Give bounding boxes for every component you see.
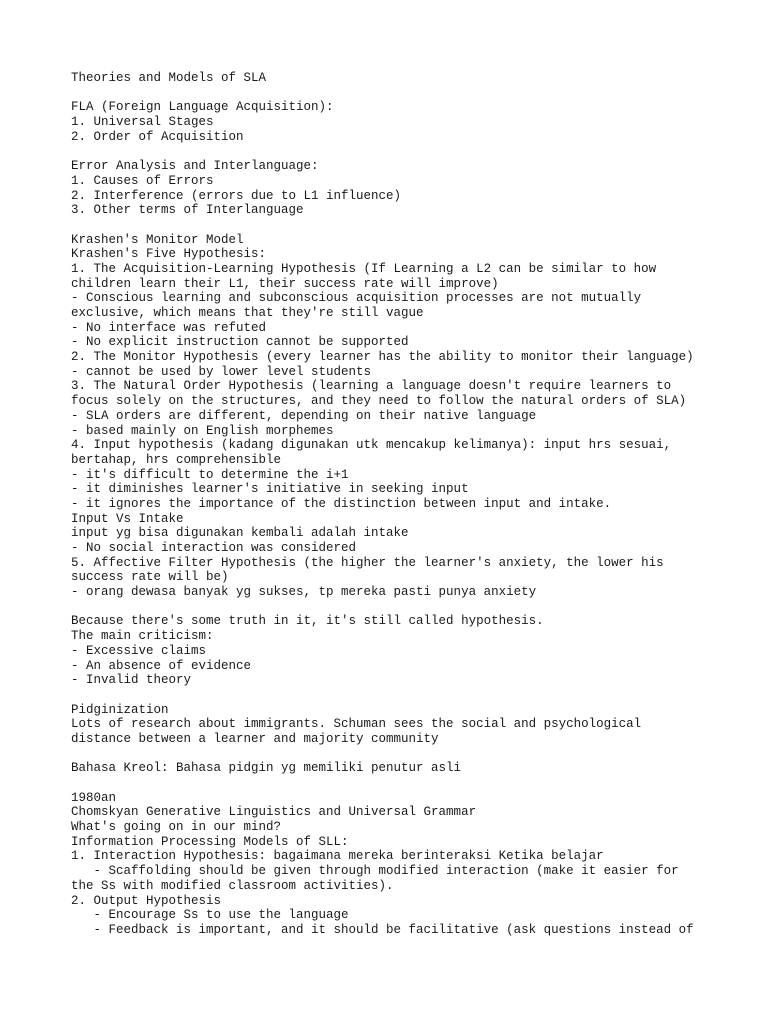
blank-line <box>71 776 731 791</box>
text-line: - SLA orders are different, depending on their native language <box>71 408 537 423</box>
text-line: 5. Affective Filter Hypothesis (the higher the learner's anxiety, the lower his <box>71 555 664 570</box>
text-line: 1980an <box>71 790 117 805</box>
text-line: Bahasa Kreol: Bahasa pidgin yg memiliki penutur asli <box>71 761 462 776</box>
text-line: - Conscious learning and subconscious acquisition processes are not mutually <box>71 291 642 306</box>
blank-line <box>71 688 731 703</box>
text-line: Lots of research about immigrants. Schuman sees the social and psychological <box>71 717 642 732</box>
text-line: FLA (Foreign Language Acquisition): <box>71 100 334 115</box>
text-line: Because there's some truth in it, it's still called hypothesis. <box>71 614 544 629</box>
text-line: 2. The Monitor Hypothesis (every learner has the ability to monitor their language) <box>71 350 694 365</box>
text-line: Input Vs Intake <box>71 511 184 526</box>
text-line: Information Processing Models of SLL: <box>71 834 349 849</box>
text-line: - based mainly on English morphemes <box>71 423 334 438</box>
text-line: children learn their L1, their success rate will improve) <box>71 276 499 291</box>
blank-line <box>71 86 731 101</box>
text-line: - cannot be used by lower level students <box>71 364 372 379</box>
text-line: - No explicit instruction cannot be supported <box>71 335 409 350</box>
text-line: - it's difficult to determine the i+1 <box>71 467 349 482</box>
text-line: Chomskyan Generative Linguistics and Universal Grammar <box>71 805 477 820</box>
text-line: Error Analysis and Interlanguage: <box>71 159 319 174</box>
document-body <box>71 71 731 938</box>
text-line: - Encourage Ss to use the language <box>71 908 349 923</box>
text-line: 2. Order of Acquisition <box>71 129 244 144</box>
text-line: - Feedback is important, and it should be facilitative (ask questions instead of <box>71 922 694 937</box>
blank-line <box>71 218 731 233</box>
blank-line <box>71 747 731 762</box>
blank-line <box>71 144 731 159</box>
text-line: the Ss with modified classroom activities). <box>71 878 394 893</box>
text-line: focus solely on the structures, and they need to follow the natural orders of SLA) <box>71 394 687 409</box>
text-line: Theories and Models of SLA <box>71 71 267 85</box>
text-line: exclusive, which means that they're still vague <box>71 306 424 320</box>
text-line: success rate will be) <box>71 570 229 585</box>
text-line: 3. Other terms of Interlanguage <box>71 203 304 218</box>
text-line: The main criticism: <box>71 629 214 644</box>
text-line: - No social interaction was considered <box>71 541 357 555</box>
text-line: 3. The Natural Order Hypothesis (learning a language doesn't require learners to <box>71 379 672 394</box>
text-line: 1. Causes of Errors <box>71 173 214 188</box>
text-line: - An absence of evidence <box>71 658 252 673</box>
text-line: 1. The Acquisition-Learning Hypothesis (If Learning a L2 can be similar to how <box>71 261 657 276</box>
text-line: - Scaffolding should be given through modified interaction (make it easier for <box>71 864 679 879</box>
text-line: 1. Universal Stages <box>71 115 214 130</box>
text-line: Pidginization <box>71 702 169 717</box>
text-line: 2. Output Hypothesis <box>71 893 222 908</box>
text-line: 4. Input hypothesis (kadang digunakan utk mencakup kelimanya): input hrs sesuai, <box>71 438 672 453</box>
text-line: Krashen's Monitor Model <box>71 232 244 247</box>
text-line: input yg bisa digunakan kembali adalah intake <box>71 526 409 541</box>
text-line: 2. Interference (errors due to L1 influence) <box>71 188 402 203</box>
text-line: - Invalid theory <box>71 673 192 688</box>
text-line: What's going on in our mind? <box>71 820 282 835</box>
text-line: distance between a learner and majority community <box>71 731 439 746</box>
text-line: 1. Interaction Hypothesis: bagaimana mereka berinteraksi Ketika belajar <box>71 849 604 864</box>
text-line: - No interface was refuted <box>71 320 267 335</box>
text-line: - Excessive claims <box>71 643 207 658</box>
text-line: bertahap, hrs comprehensible <box>71 452 282 467</box>
text-line: - orang dewasa banyak yg sukses, tp mereka pasti punya anxiety <box>71 585 537 600</box>
blank-line <box>71 600 731 615</box>
text-line: Krashen's Five Hypothesis: <box>71 247 267 262</box>
text-line: - it diminishes learner's initiative in seeking input <box>71 482 469 497</box>
text-line: - it ignores the importance of the distinction between input and intake. <box>71 496 612 511</box>
